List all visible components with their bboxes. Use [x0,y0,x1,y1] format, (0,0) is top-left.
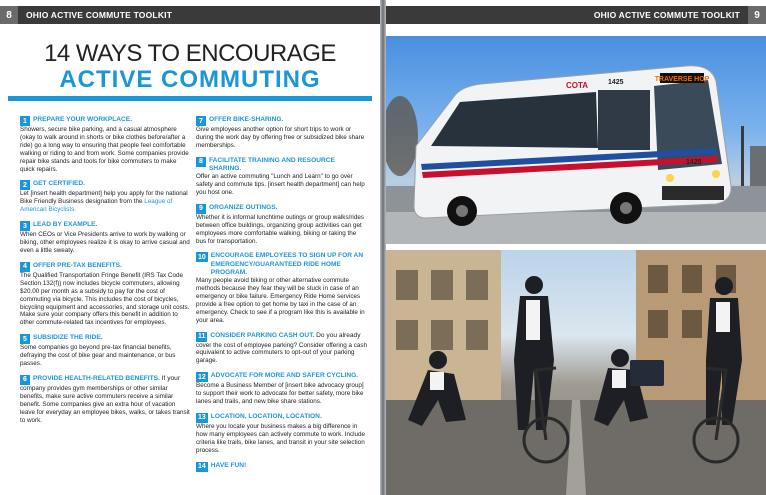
left-page-number: 8 [0,6,18,24]
league-link[interactable]: League of American Bicyclists. [20,198,173,214]
tip-number: 9 [196,204,206,214]
tip-heading: GET CERTIFIED. [33,180,86,188]
tip-number: 13 [198,414,206,422]
tip-item [196,116,368,150]
bike-commuters-photo [386,250,766,495]
tip-body: When CEOs or Vice Presidents arrive to work by walking or biking, other employees realize it is okay to arrive casual and even a little sweaty. [20,231,190,254]
bus-brand: COTA [566,81,589,90]
tip-number: 5 [20,334,30,344]
right-header-bar [386,6,766,24]
tip-body: Showers, secure bike parking, and a casual atmosphere (okay to walk around in shorts or bike clothes before/after a ride) go a long way to ensuring that people feel comfortable walking or riding to and from work. Some companies provide repair bike stands and tools for bike commuters to make quick repairs. [20,126,189,173]
tips-column-left [20,116,192,431]
tip-item [196,204,368,246]
tip-heading: PROVIDE HEALTH-RELATED BENEFITS. [33,374,160,382]
tip-number: 1 [20,116,30,126]
tip-number: 8 [196,157,206,167]
tip-item [20,221,192,255]
tip-number: 2 [20,180,30,190]
page-title-line2: ACTIVE COMMUTING [59,66,321,93]
tip-item [196,332,368,366]
right-header-title: OHIO ACTIVE COMMUTE TOOLKIT [593,10,740,20]
tip-body: Where you locate your business makes a big difference in how many employees can actively commute to work. Include criteria like trails, bike lanes, and transit in your site selection process. [196,422,366,454]
tip-item [20,180,192,214]
tip-heading: ORGANIZE OUTINGS. [209,203,278,211]
tips-column-right [196,116,368,479]
bus-photo [386,36,766,244]
destination-sign: TRAVERSE HOP [654,76,710,83]
tip-body-text: Let [insert health department] help you apply for the national Bike Friendly Business designation from the [20,190,188,206]
right-page [386,0,766,495]
tip-number: 7 [196,116,206,126]
title-rule [8,96,372,101]
tip-item [20,375,192,425]
bike-commuters-illustration [386,250,766,495]
tip-body: The Qualified Transportation Fringe Benefit (IRS Tax Code Section 132(f)) now includes bicycle commuters, allowing $20.00 per month as a subsidy to pay for the cost of commuting via bicycle. This includes the cost of bicycles, bicycling equipment and accessories, and storage unit costs. Make sure your company offers this benefit in addition to other commute-related tax incentives for employees. [20,271,190,327]
tip-number: 4 [20,262,30,272]
left-header-bar [0,6,380,24]
tip-item [20,262,192,327]
tip-item [196,462,368,472]
bus-fleet-number: 1425 [608,79,624,86]
left-page [0,0,380,495]
tip-number: 6 [20,375,30,385]
tip-body: cover the cost of employee parking? Consider offering a cash equivalent to active commuters to opt-out of your parking garage. [196,341,368,365]
tip-heading: HAVE FUN! [210,461,247,469]
tip-body: Some companies go beyond pre-tax financial benefits, defraying the cost of bike gear and maintenance, or bus passes. [20,344,176,368]
tip-body: Many people avoid biking or other alternative commute methods because they fear they will be stuck in case of an emergency or bike failure. Emergency Ride Home services provide a free option to get home by taxi in the case of an emergency. Check to see if a program like this is available in your area. [196,277,365,324]
right-page-number: 9 [748,6,766,24]
tip-heading: LOCATION, LOCATION, LOCATION. [210,412,322,420]
tip-body: company provides gym memberships or other similar benefits, make sure active commuters receive a similar benefit. Some companies give an extra hour of vacation leave for everyday an employee bikes, walks, or takes transit to work. [20,384,190,424]
tip-item [20,334,192,368]
tip-heading-tail: If your [161,374,181,382]
tip-heading: CONSIDER PARKING CASH OUT. [210,331,315,339]
tip-heading: ENCOURAGE EMPLOYEES TO SIGN UP FOR AN EMERGENCY/GUARANTEED RIDE HOME PROGRAM. [210,252,364,276]
tip-body: Whether it is informal lunchtime outings or group walks/rides between office buildings, organizing group activities can get employees more comfortable walking, biking or taking the bus for transportation. [196,213,364,245]
tip-number: 12 [198,373,206,381]
bus-illustration [386,36,766,244]
page-title-line1: 14 WAYS TO ENCOURAGE [44,40,336,67]
tip-number: 3 [20,221,30,231]
tip-body: Offer an active commuting "Lunch and Learn" to go over safety and commute tips. [insert health department] can help you host one. [196,173,365,196]
left-header-title: OHIO ACTIVE COMMUTE TOOLKIT [26,10,173,20]
tip-heading: LEAD BY EXAMPLE. [33,221,98,229]
tip-number: 10 [198,253,206,261]
tip-heading: FACILITATE TRAINING AND RESOURCE SHARING. [209,156,335,172]
tip-item [20,116,192,173]
tip-body: Give employees another option for short trips to work or during the work day by offering free or subsidized bike share memberships. [196,126,365,149]
tip-body: Become a Business Member of [insert bike advocacy group] to support their work to advocate for better safety, more bike lanes and trails, and new bike share stations. [196,382,364,406]
tip-heading: PREPARE YOUR WORKPLACE. [33,116,133,123]
tip-item [196,252,368,324]
tip-heading: OFFER BIKE-SHARING. [209,116,284,123]
bus-front-number: 1425 [686,159,702,166]
tip-heading-tail: Do you already [316,331,361,339]
tip-heading: OFFER PRE-TAX BENEFITS. [33,261,122,269]
tip-item [196,372,368,406]
tip-number: 11 [198,333,206,341]
tip-heading: SUBSIDIZE THE RIDE. [33,334,103,342]
tip-heading: ADVOCATE FOR MORE AND SAFER CYCLING. [210,372,359,380]
tip-item [196,157,368,197]
tip-item [196,413,368,455]
tip-number: 14 [198,463,206,471]
tip-body [20,190,192,214]
